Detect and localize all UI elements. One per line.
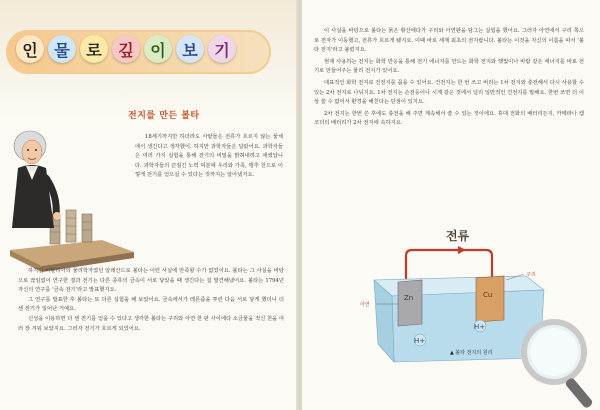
h-ion-label: H+ xyxy=(414,337,426,345)
left-body-text xyxy=(18,267,284,334)
paragraph: 현재 사용하는 전지는 화학 반응을 통해 전기 에너지를 만드는 화학 전지와 햇빛이나 바람 같은 에너지를 바로 전기로 만들어주는 물리 전지가 있어요. xyxy=(314,58,584,75)
paragraph: 이 사실을 바탕으로 볼타는 묽은 황산에다가 구리와 아연판을 담그는 실험을 했어요. 그러자 아연에서 구리 쪽으로 전자가 이동했고, 전류가 흐르게 됐지요. 이때 바로 세계 최초의 전지랍니다. 볼타는 이것을 자신의 이름을 따서 '볼타 전지'라고 불렀지요. xyxy=(314,28,584,54)
magnifier-icon xyxy=(520,318,600,410)
paragraph: 대표적인 화학 전지로 건전지를 꼽을 수 있어요. 건전지는 한 번 쓰고 버리는 1차 전지와 충전해서 다시 사용할 수 있는 2차 전지로 나뉘지요. 1차 전지는 손전등이나 시계 같은 것에서 널리 일반적인 건전지를 말해요. 한번 쓰면 더 이상 쓸 수 없어서 환경을 해친다는 단점이 있지요. xyxy=(314,79,584,106)
paragraph: 2차 전지는 한번 쓴 후에도 충전을 해 주면 계속해서 쓸 수 있는 것이에요. 휴대 전화의 배터리든지, 카메라나 캠코더의 배터리가 2차 전지에 속하지요. xyxy=(314,110,584,127)
zn-label: Zn xyxy=(404,294,414,302)
h-ion-label: H+ xyxy=(474,323,486,331)
left-intro-text: 18세기까지만 하더라도 사람들은 전류가 흐르지 않는 물체에서 생긴다고 생각했어. 하지만 과학자들은 달랐어요. 과학자들은 여러 가지 실험을 통해 전기의 비밀을 밝혀내려고 애썼답니다. 과학자들의 끈질긴 노력 덕분에 우리와 가족, 맹추 천으로 이렇게 전기를 얻으실 수 있다는 것까지는 알아냈지요. xyxy=(135,134,283,179)
title-bubbles xyxy=(16,35,236,63)
title-char: 깊 xyxy=(112,35,140,63)
copper-label: 구리 xyxy=(526,272,536,278)
title-char: 물 xyxy=(48,35,76,63)
title-char: 인 xyxy=(16,35,44,63)
title-char: 이 xyxy=(144,35,172,63)
section-subtitle: 전지를 만든 볼타 xyxy=(128,111,200,121)
paragraph: 신성을 이용하면 더 센 전기를 얻을 수 있다고 생각한 볼타는 구리와 아연 한 판 사이에다 소금물을 적신 천을 여러 장 겨워 보았지요. 그러자 전기가 흐르게 되었어요. xyxy=(18,315,284,332)
current-label: 전류 xyxy=(446,229,470,243)
right-body-text xyxy=(314,27,584,131)
paragraph: 하지만 이탈리아의 물리학자였던 알레산드로 볼타는 이런 사실에 만족할 수가 없었어요. 볼타는 그 사실을 바탕으로 끊임없이 연구한 결과 전기는 다른 종류의 금속이 서로 닿았을 때 생긴다는 걸 발견해냈어요. 볼타는 1794년 자신의 연구를 '금속 전기'라고 발표했지요. xyxy=(18,268,284,294)
cu-label: Cu xyxy=(483,291,493,299)
volta-illustration xyxy=(6,118,138,278)
title-char: 보 xyxy=(176,35,204,63)
diagram-caption: ▲ 볼타 전지의 원리 xyxy=(450,350,493,356)
title-char: 기 xyxy=(208,35,236,63)
zinc-label: 아연 xyxy=(360,302,370,308)
title-char: 로 xyxy=(80,35,108,63)
left-page xyxy=(0,0,298,410)
paragraph: 그 연구를 발표한 후 볼타는 또 다른 실험을 해 보았어요. 금속에서가 레몬즙을 투린 다음 서로 닿게 했더니 더 센 전기가 일어난 거예요. xyxy=(18,296,284,313)
